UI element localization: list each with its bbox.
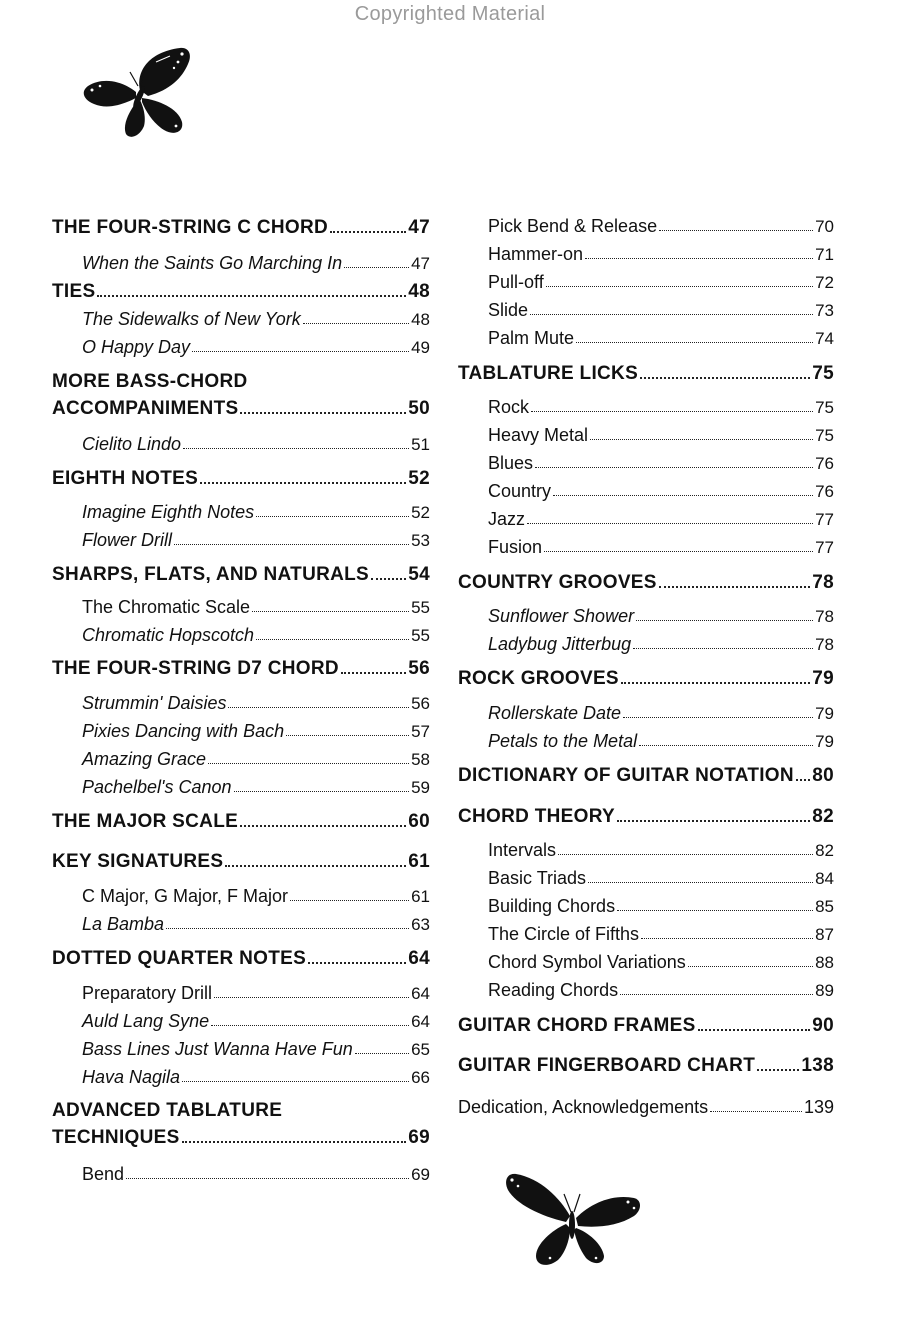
toc-song[interactable]: Rollerskate Date 79 xyxy=(488,703,834,723)
toc-section[interactable]: Dedication, Acknowledgements 139 xyxy=(458,1097,834,1117)
toc-chapter[interactable]: DICTIONARY OF GUITAR NOTATION 80 xyxy=(458,765,834,786)
toc-song[interactable]: Sunflower Shower 78 xyxy=(488,606,834,626)
toc-section[interactable]: Fusion 77 xyxy=(488,537,834,557)
copyright-watermark: Copyrighted Material xyxy=(354,3,546,25)
toc-chapter[interactable]: CHORD THEORY 82 xyxy=(458,806,834,827)
toc-chapter[interactable]: SHARPS, FLATS, AND NATURALS 54 xyxy=(52,564,430,585)
toc-chapter[interactable]: KEY SIGNATURES 61 xyxy=(52,851,430,872)
toc-section[interactable]: The Chromatic Scale 55 xyxy=(82,597,430,617)
toc-song[interactable]: Bass Lines Just Wanna Have Fun 65 xyxy=(82,1039,430,1059)
toc-section[interactable]: C Major, G Major, F Major 61 xyxy=(82,886,430,906)
toc-chapter[interactable]: THE FOUR-STRING D7 CHORD 56 xyxy=(52,658,430,679)
toc-song[interactable]: Chromatic Hopscotch 55 xyxy=(82,625,430,645)
toc-section[interactable]: Hammer-on 71 xyxy=(488,244,834,264)
toc-section[interactable]: Palm Mute 74 xyxy=(488,328,834,348)
toc-song[interactable]: Petals to the Metal 79 xyxy=(488,731,834,751)
toc-section[interactable]: Chord Symbol Variations 88 xyxy=(488,952,834,972)
toc-section[interactable]: Jazz 77 xyxy=(488,509,834,529)
toc-chapter[interactable]: GUITAR CHORD FRAMES 90 xyxy=(458,1015,834,1036)
toc-song[interactable]: Ladybug Jitterbug 78 xyxy=(488,634,834,654)
toc-song[interactable]: La Bamba 63 xyxy=(82,914,430,934)
toc-chapter[interactable]: TIES 48 xyxy=(52,281,430,302)
toc-song[interactable]: Hava Nagila 66 xyxy=(82,1067,430,1087)
toc-chapter[interactable]: MORE BASS-CHORD ACCOMPANIMENTS 50 xyxy=(52,371,430,419)
toc-song[interactable]: Pachelbel's Canon 59 xyxy=(82,777,430,797)
toc-section[interactable]: Blues 76 xyxy=(488,453,834,473)
toc-song[interactable]: Pixies Dancing with Bach 57 xyxy=(82,721,430,741)
toc-section[interactable]: Basic Triads 84 xyxy=(488,868,834,888)
toc-chapter[interactable]: ADVANCED TABLATURE TECHNIQUES 69 xyxy=(52,1100,430,1148)
toc-song[interactable]: Strummin' Daisies 56 xyxy=(82,693,430,713)
toc-section[interactable]: Bend 69 xyxy=(82,1164,430,1184)
toc-section[interactable]: Heavy Metal 75 xyxy=(488,425,834,445)
toc-song[interactable]: Amazing Grace 58 xyxy=(82,749,430,769)
toc-chapter[interactable]: EIGHTH NOTES 52 xyxy=(52,468,430,489)
toc-section[interactable]: Rock 75 xyxy=(488,397,834,417)
toc-section[interactable]: The Circle of Fifths 87 xyxy=(488,924,834,944)
toc-song[interactable]: Auld Lang Syne 64 xyxy=(82,1011,430,1031)
toc-section[interactable]: Building Chords 85 xyxy=(488,896,834,916)
butterfly-icon xyxy=(78,42,196,142)
toc-chapter[interactable]: DOTTED QUARTER NOTES 64 xyxy=(52,948,430,969)
toc-song[interactable]: O Happy Day 49 xyxy=(82,337,430,357)
toc-section[interactable]: Pick Bend & Release 70 xyxy=(488,216,834,236)
toc-section[interactable]: Pull-off 72 xyxy=(488,272,834,292)
toc-chapter[interactable]: THE FOUR-STRING C CHORD 47 xyxy=(52,217,430,238)
toc-song[interactable]: Cielito Lindo 51 xyxy=(82,434,430,454)
toc-section[interactable]: Reading Chords 89 xyxy=(488,980,834,1000)
toc-section[interactable]: Country 76 xyxy=(488,481,834,501)
toc-chapter[interactable]: TABLATURE LICKS 75 xyxy=(458,363,834,384)
toc-song[interactable]: Flower Drill 53 xyxy=(82,530,430,550)
toc-section[interactable]: Preparatory Drill 64 xyxy=(82,983,430,1003)
toc-song[interactable]: When the Saints Go Marching In 47 xyxy=(82,253,430,273)
toc-section[interactable]: Slide 73 xyxy=(488,300,834,320)
toc-song[interactable]: The Sidewalks of New York 48 xyxy=(82,309,430,329)
toc-chapter[interactable]: COUNTRY GROOVES 78 xyxy=(458,572,834,593)
toc-song[interactable]: Imagine Eighth Notes 52 xyxy=(82,502,430,522)
toc-section[interactable]: Intervals 82 xyxy=(488,840,834,860)
toc-chapter[interactable]: GUITAR FINGERBOARD CHART 138 xyxy=(458,1055,834,1076)
butterfly-icon xyxy=(500,1170,646,1270)
toc-chapter[interactable]: THE MAJOR SCALE 60 xyxy=(52,811,430,832)
toc-chapter[interactable]: ROCK GROOVES 79 xyxy=(458,668,834,689)
